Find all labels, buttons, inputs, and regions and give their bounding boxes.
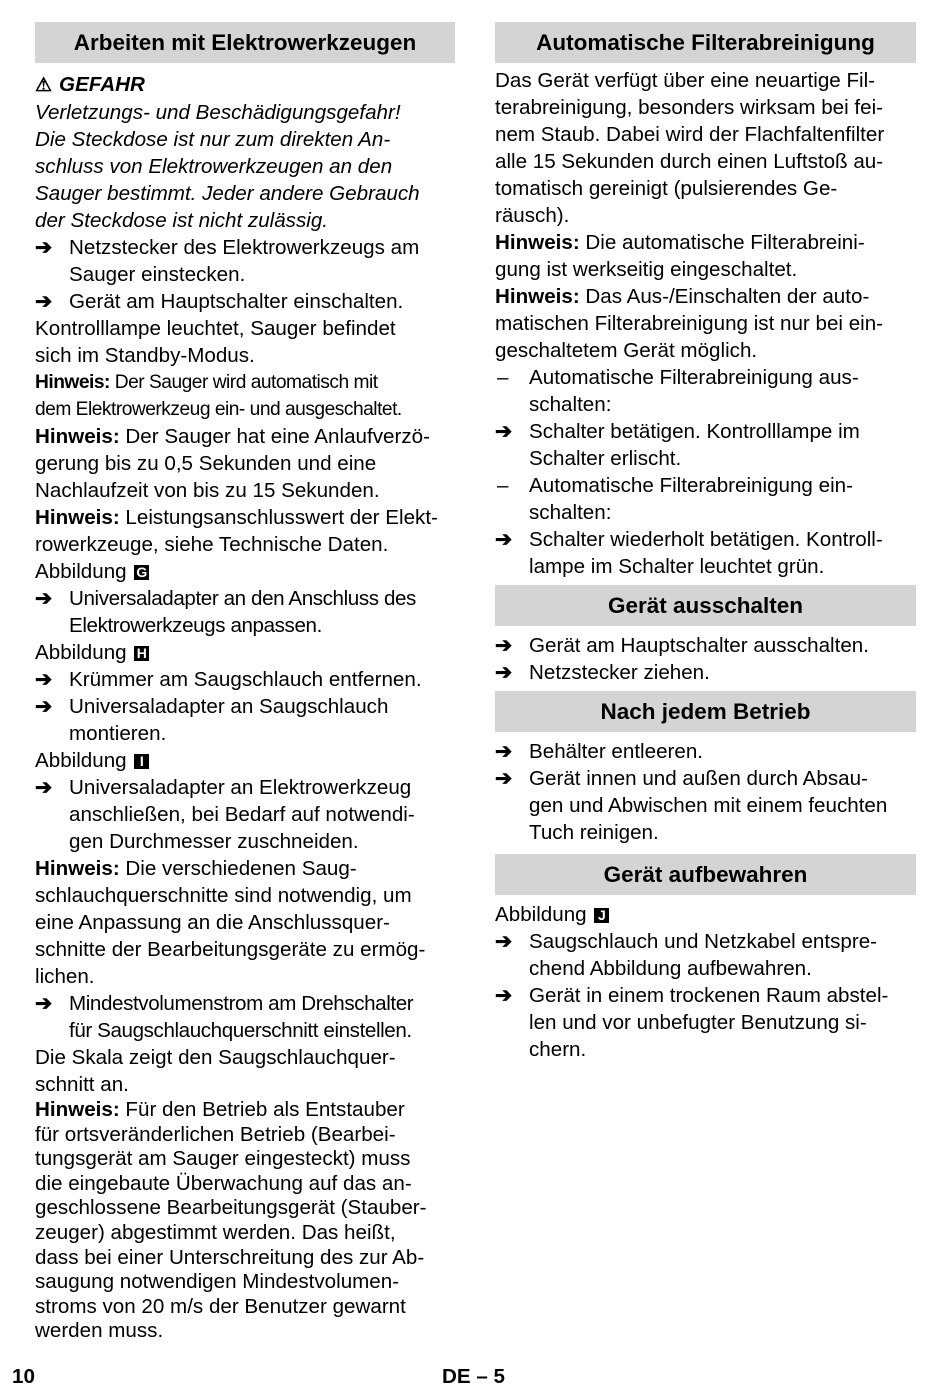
doc-page-label: DE – 5 [442, 1365, 505, 1388]
hint-paragraph: Hinweis: Das Aus-/Einschalten der auto- matischen Filterabreinigung ist nur bei ein- geschaltetem Gerät möglich. [495, 285, 884, 362]
step-item: ➔ Gerät innen und außen durch Absau- gen und Abwischen mit einem feuchten Tuch reinigen. [495, 767, 888, 844]
body-text: Kontrolllampe leuchtet, Sauger befindet sich im Standby-Modus. [35, 317, 396, 367]
arrow-icon: ➔ [35, 695, 53, 718]
step-item: ➔ Universaladapter an Saugschlauch montieren. [35, 695, 389, 745]
figure-reference: Abbildung G [35, 558, 455, 585]
arrow-icon: ➔ [495, 930, 513, 953]
arrow-icon: ➔ [495, 528, 513, 551]
section-heading-aufbewahren: Gerät aufbewahren [495, 854, 916, 895]
step-item: ➔ Behälter entleeren. [495, 740, 704, 763]
arrow-icon: ➔ [35, 290, 53, 313]
figure-reference: Abbildung I [35, 747, 455, 774]
step-item: ➔ Universaladapter an Elektrowerkzeug anschließen, bei Bedarf auf notwendi- gen Durchmesser zuschneiden. [35, 776, 415, 853]
hint-paragraph: Hinweis: Die automatische Filterabreini- gung ist werkseitig eingeschaltet. [495, 231, 865, 281]
arrow-icon: ➔ [495, 634, 513, 657]
arrow-icon: ➔ [495, 767, 513, 790]
arrow-icon: ➔ [35, 992, 52, 1015]
section-heading-ausschalten: Gerät ausschalten [495, 585, 916, 626]
step-item: ➔ Gerät am Hauptschalter einschalten. [35, 290, 404, 313]
hint-paragraph: Hinweis: Für den Betrieb als Entstauber für ortsveränderlichen Betrieb (Bearbei- tungsgerät am Sauger eingesteckt) muss die eingebaute Überwachung auf das an- geschlossene Bearbeitungsgerät (Stauber- zeuger) abgestimmt werden. Das heißt, dass bei einer Unterschreitung des zur Ab- saugung notwendigen Mindestvolumen- stroms von 20 m/s der Benutzer gewarnt werden muss. [35, 1098, 427, 1343]
warning-icon: ⚠ [35, 75, 53, 96]
arrow-icon: ➔ [35, 668, 53, 691]
step-item: ➔ Netzstecker ziehen. [495, 661, 710, 684]
step-item: ➔ Universaladapter an den Anschluss des Elektrowerkzeugs anpassen. [35, 587, 416, 637]
section-heading-nach-betrieb: Nach jedem Betrieb [495, 691, 916, 732]
body-text: Die Skala zeigt den Saugschlauchquer- schnitt an. [35, 1046, 396, 1096]
figure-reference: Abbildung J [495, 901, 916, 928]
arrow-icon: ➔ [495, 420, 513, 443]
danger-title: ⚠ GEFAHR [35, 73, 145, 96]
left-column [35, 22, 455, 1344]
dash-item: – Automatische Filterabreinigung ein- schalten: [497, 474, 853, 524]
arrow-icon: ➔ [35, 587, 52, 610]
step-item: ➔ Schalter betätigen. Kontrolllampe im Schalter erlischt. [495, 420, 860, 470]
figure-reference: Abbildung H [35, 639, 455, 666]
figure-letter-box: J [594, 908, 609, 923]
hint-paragraph: Hinweis: Der Sauger wird automatisch mit dem Elektrowerkzeug ein- und ausgeschaltet. [35, 372, 402, 420]
section-heading-elektrowerkzeuge: Arbeiten mit Elektrowerkzeugen [35, 22, 455, 63]
step-item: ➔ Gerät am Hauptschalter ausschalten. [495, 634, 869, 657]
arrow-icon: ➔ [35, 776, 53, 799]
figure-letter-box: I [134, 754, 149, 769]
step-item: ➔ Saugschlauch und Netzkabel entspre- chend Abbildung aufbewahren. [495, 930, 878, 980]
dash-item: – Automatische Filterabreinigung aus- schalten: [497, 366, 859, 416]
danger-text: Verletzungs- und Beschädigungsgefahr! Die Steckdose ist nur zum direkten An- schluss von Elektrowerkzeugen an den Sauger bestimmt. Jeder andere Gebrauch der Steckdose ist nicht zulässig. [35, 101, 420, 232]
arrow-icon: ➔ [495, 984, 513, 1007]
arrow-icon: ➔ [495, 740, 513, 763]
step-item: ➔ Netzstecker des Elektrowerkzeugs am Sauger einstecken. [35, 236, 420, 286]
hint-paragraph: Hinweis: Der Sauger hat eine Anlaufverzö- gerung bis zu 0,5 Sekunden und eine Nachlaufzeit von bis zu 15 Sekunden. [35, 425, 430, 502]
right-column [495, 22, 916, 1063]
figure-letter-box: G [134, 565, 149, 580]
arrow-icon: ➔ [495, 661, 513, 684]
page-number: 10 [12, 1365, 35, 1388]
section-heading-filterabreinigung: Automatische Filterabreinigung [495, 22, 916, 63]
step-item: ➔ Gerät in einem trockenen Raum abstel- len und vor unbefugter Benutzung si- chern. [495, 984, 889, 1061]
hint-paragraph: Hinweis: Die verschiedenen Saug- schlauchquerschnitte sind notwendig, um eine Anpassung an die Anschlussquer- schnitte der Bearbeitungsgeräte zu ermög- lichen. [35, 857, 426, 988]
hint-paragraph: Hinweis: Leistungsanschlusswert der Elekt- rowerkzeuge, siehe Technische Daten. [35, 506, 438, 556]
step-item: ➔ Krümmer am Saugschlauch entfernen. [35, 668, 422, 691]
arrow-icon: ➔ [35, 236, 53, 259]
figure-letter-box: H [134, 646, 149, 661]
step-item: ➔ Mindestvolumenstrom am Drehschalter für Saugschlauchquerschnitt einstellen. [35, 992, 414, 1042]
step-item: ➔ Schalter wiederholt betätigen. Kontroll- lampe im Schalter leuchtet grün. [495, 528, 883, 578]
body-text: Das Gerät verfügt über eine neuartige Fil- terabreinigung, besonders wirksam bei fei- nem Staub. Dabei wird der Flachfaltenfilter alle 15 Sekunden durch einen Luftstoß au- tomatisch gereinigt (pulsierendes Ge- räusch). [495, 69, 885, 227]
